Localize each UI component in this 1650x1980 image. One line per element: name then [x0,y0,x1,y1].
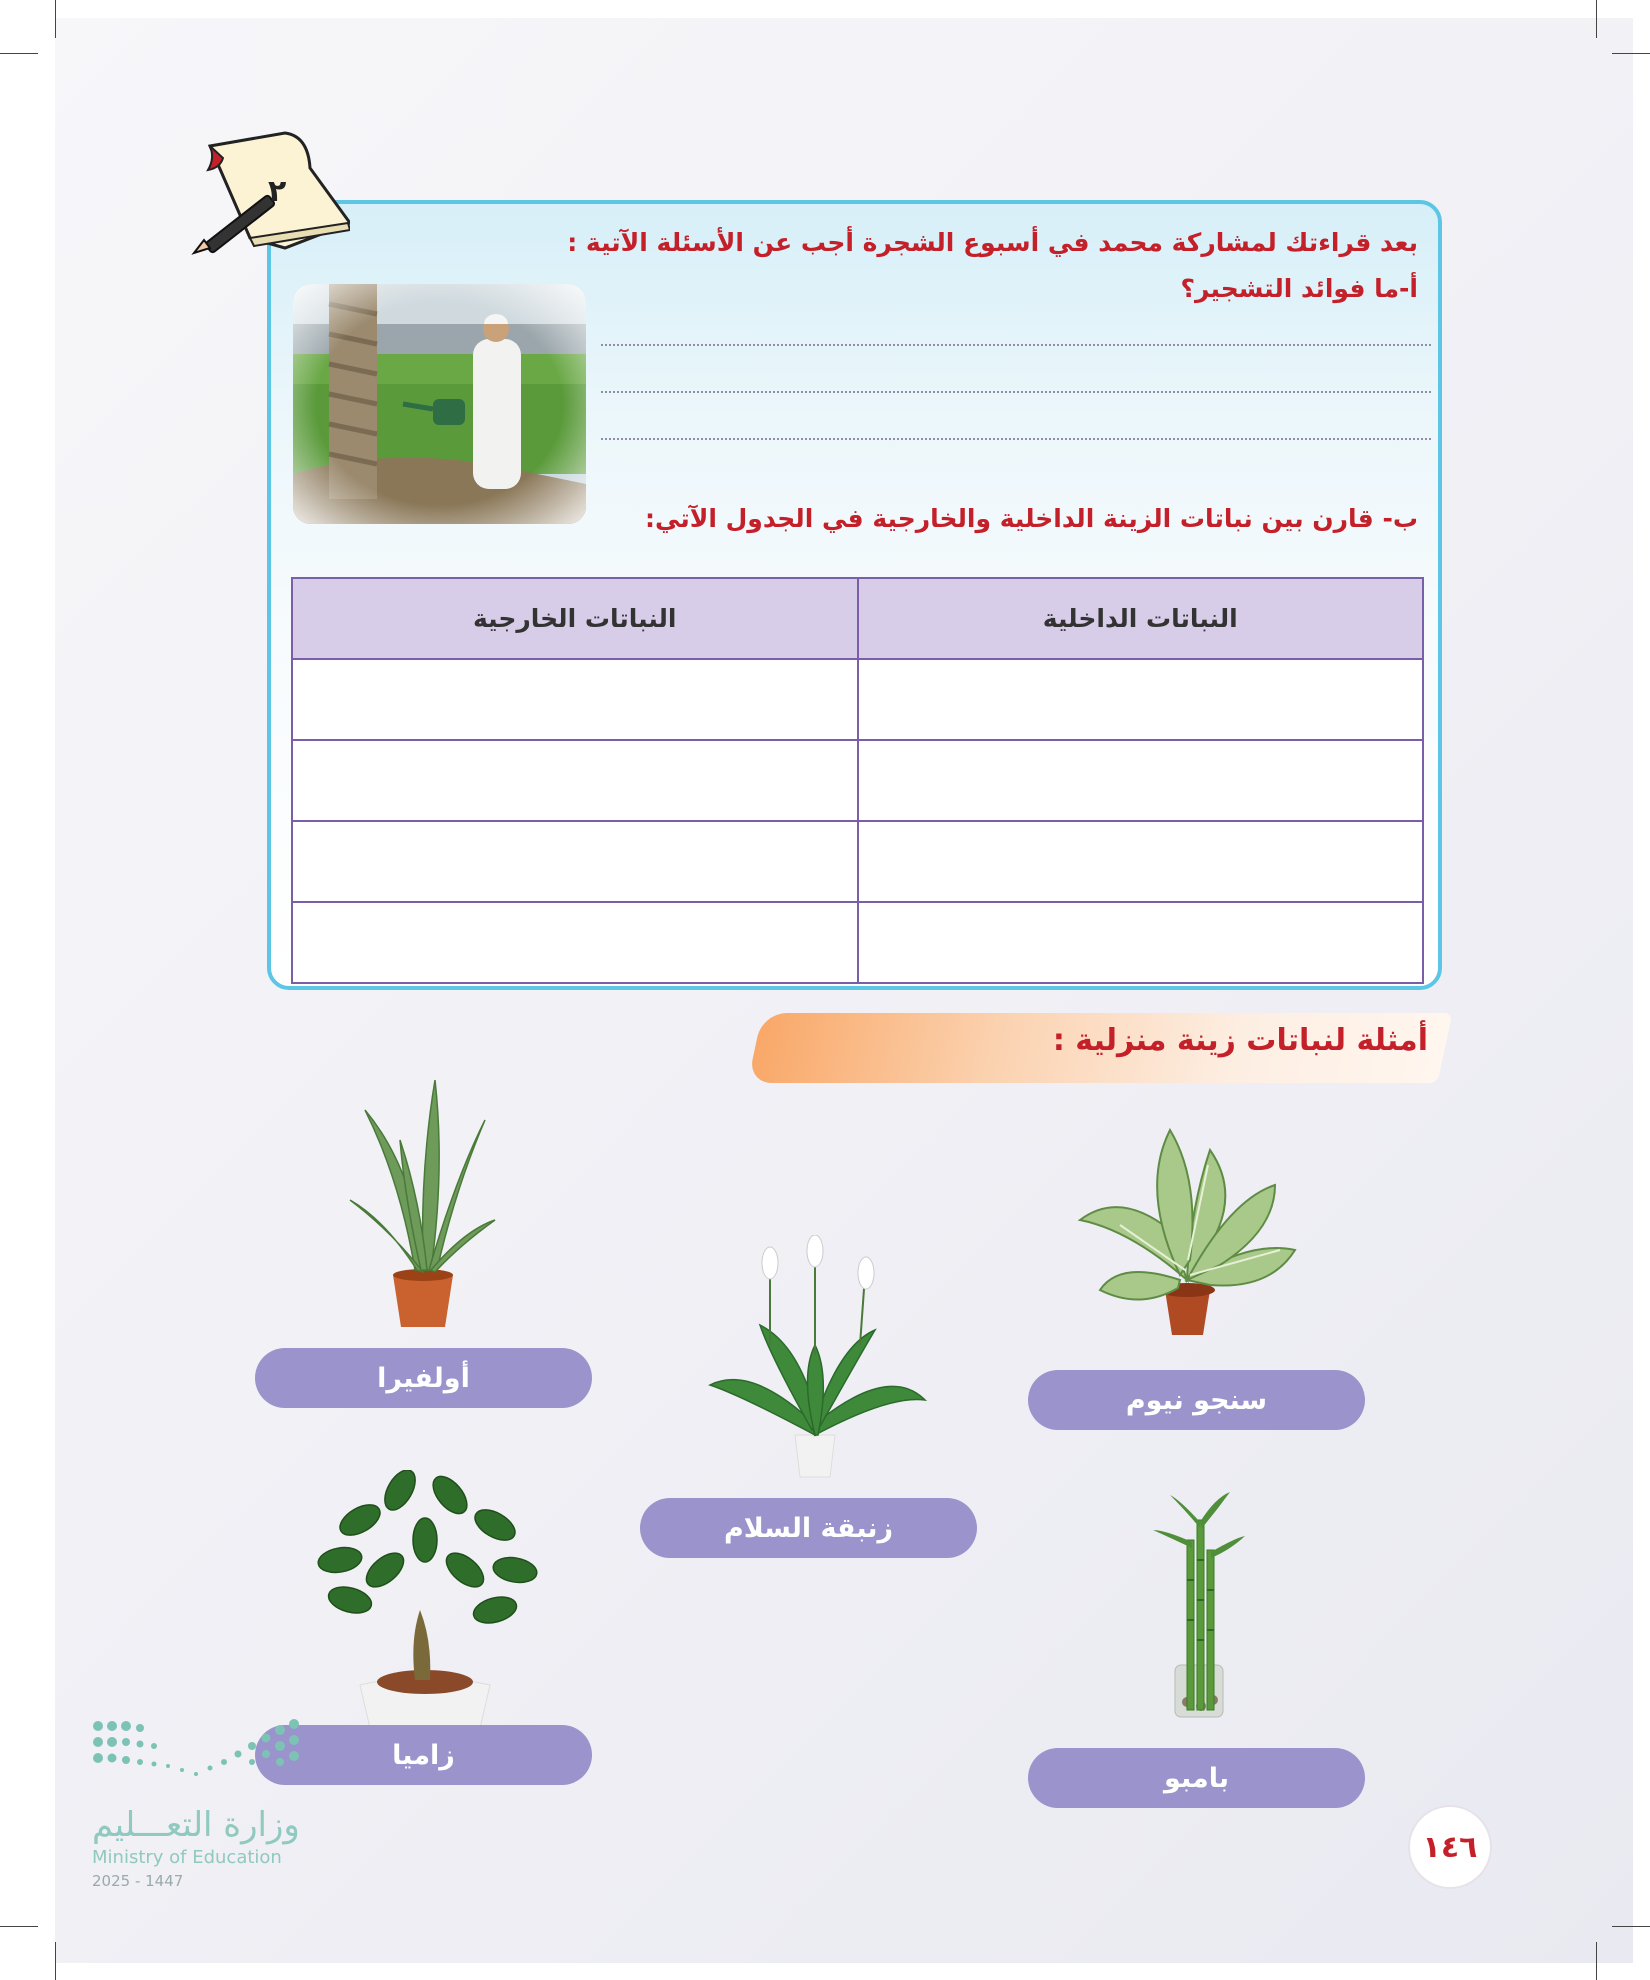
table-header-outdoor: النباتات الخارجية [292,578,858,659]
crop-mark [55,0,56,38]
syngonium-plant-image [1060,1110,1315,1340]
page-number: ١٤٦ [1408,1805,1492,1889]
question-b: ب- قارن بين نباتات الزينة الداخلية والخارجية في الجدول الآتي: [645,504,1418,533]
table-cell[interactable] [858,902,1424,983]
crop-mark [0,53,38,54]
plant-label-syngonium: سنجو نيوم [1028,1370,1365,1430]
table-cell[interactable] [858,740,1424,821]
crop-mark [1612,1926,1650,1927]
table-row [292,659,1423,740]
table-cell[interactable] [292,902,858,983]
answer-line[interactable] [601,438,1431,440]
table-cell[interactable] [858,821,1424,902]
activity-number: ٢ [268,174,287,209]
ministry-name-english: Ministry of Education [92,1847,282,1868]
activity-box [267,200,1442,990]
table-cell[interactable] [292,821,858,902]
table-row [292,821,1423,902]
crop-mark [1612,53,1650,54]
answer-line[interactable] [601,344,1431,346]
plant-label-peace-lily: زنبقة السلام [640,1498,977,1558]
bamboo-plant-image [1145,1490,1250,1720]
zamia-plant-image [300,1470,550,1730]
ministry-logo [90,1718,300,1786]
examples-heading: أمثلة لنباتات زينة منزلية : [1052,1023,1428,1058]
plant-label-aloe-vera: أولفيرا [255,1348,592,1408]
comparison-table [291,577,1424,984]
crop-mark [1596,1942,1597,1980]
table-cell[interactable] [292,659,858,740]
crop-mark [0,1926,38,1927]
table-header-indoor: النباتات الداخلية [858,578,1424,659]
boy-watering-tree-photo [293,284,586,524]
question-a: أ-ما فوائد التشجير؟ [1180,274,1418,303]
plant-label-bamboo: بامبو [1028,1748,1365,1808]
table-cell[interactable] [292,740,858,821]
answer-line[interactable] [601,391,1431,393]
activity-intro: بعد قراءتك لمشاركة محمد في أسبوع الشجرة أجب عن الأسئلة الآتية : [567,228,1418,257]
activity-number-badge [190,128,350,263]
crop-mark [55,1942,56,1980]
table-row [292,740,1423,821]
aloe-vera-plant-image [345,1080,500,1330]
plant-label-zamia: زاميا [255,1725,592,1785]
ministry-year: 2025 - 1447 [92,1872,184,1890]
peace-lily-plant-image [700,1235,930,1480]
table-row [292,902,1423,983]
table-cell[interactable] [858,659,1424,740]
crop-mark [1596,0,1597,38]
ministry-name-arabic: وزارة التعـــليم [92,1805,300,1845]
